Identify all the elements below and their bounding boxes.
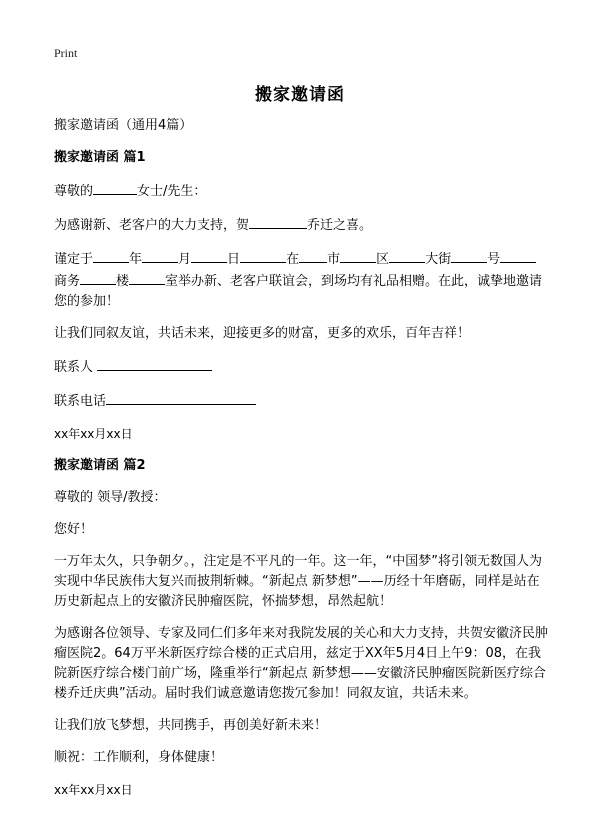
event-text-9: 号 bbox=[487, 252, 501, 267]
blank bbox=[340, 248, 376, 263]
blank bbox=[129, 270, 165, 285]
event-text-5: 在 bbox=[286, 252, 300, 267]
thanks-suffix: 乔迁之喜。 bbox=[307, 218, 373, 233]
greeting-prefix: 尊敬的 bbox=[54, 184, 94, 199]
contact-label: 联系人 bbox=[54, 360, 94, 375]
event-text-2: 年 bbox=[129, 252, 143, 267]
event-text-11: 楼 bbox=[116, 274, 130, 289]
event-text-12: 室举办新、老客户联谊会，到场均有礼品相赠。在此，诚挚地邀请您的参加！ bbox=[54, 274, 543, 309]
section-heading-1: 搬家邀请函 篇1 bbox=[54, 150, 146, 165]
print-label: Print bbox=[54, 46, 78, 60]
greeting-line-2: 尊敬的 领导/教授： bbox=[54, 490, 167, 505]
event-details bbox=[54, 248, 548, 312]
event-text-4: 日 bbox=[227, 252, 241, 267]
document-body bbox=[54, 116, 548, 812]
date-line-1: xx年xx月xx日 bbox=[54, 427, 133, 441]
event-text-3: 月 bbox=[178, 252, 192, 267]
hello-line: 您好！ bbox=[54, 522, 94, 537]
phone-line bbox=[54, 390, 548, 412]
friendship-line: 让我们同叙友谊，共话未来，迎接更多的财富，更多的欢乐，百年吉祥！ bbox=[54, 326, 471, 341]
blank bbox=[240, 248, 286, 263]
company-blank bbox=[249, 214, 307, 229]
phone-blank bbox=[106, 390, 256, 405]
intro-line: 搬家邀请函（通用4篇） bbox=[54, 118, 193, 133]
event-text-10: 商务 bbox=[54, 274, 81, 289]
greeting-suffix: 女士/先生： bbox=[137, 184, 207, 199]
event-text-8: 大街 bbox=[425, 252, 452, 267]
blank bbox=[142, 248, 178, 263]
contact-blank bbox=[97, 356, 212, 371]
blank bbox=[500, 248, 536, 263]
paragraph-1: 一万年太久，只争朝夕。，注定是不平凡的一年。这一年，“中国梦”将引领无数国人为实现中华民族伟大复兴而披荆斩棘。“新起点 新梦想”——历经十年磨砺，同样是站在历史新起点上的安徽济民肿瘤医院，怀揣梦想，昂然起航！ bbox=[54, 554, 542, 609]
wishes-line: 顺祝：工作顺利，身体健康！ bbox=[54, 750, 224, 765]
section-heading-2: 搬家邀请函 篇2 bbox=[54, 458, 146, 473]
date-line-2: xx年xx月xx日 bbox=[54, 783, 133, 797]
event-text-7: 区 bbox=[376, 252, 390, 267]
phone-label: 联系电话 bbox=[54, 394, 107, 409]
blank bbox=[191, 248, 227, 263]
blank bbox=[299, 248, 327, 263]
contact-line bbox=[54, 356, 548, 378]
page-title: 搬家邀请函 bbox=[255, 85, 345, 105]
greeting-line-1 bbox=[54, 180, 548, 202]
event-text-6: 市 bbox=[327, 252, 341, 267]
name-blank bbox=[93, 180, 137, 195]
paragraph-3: 让我们放飞梦想，共同携手，再创美好新未来！ bbox=[54, 718, 328, 733]
paragraph-2: 为感谢各位领导、专家及同仁们多年来对我院发展的关心和大力支持，共贺安徽济民肿瘤医院2。64万平米新医疗综合楼的正式启用，兹定于XX年5月4日上午9：08，在我院新医疗综合楼门前广场，隆重举行“新起点 新梦想——安徽济民肿瘤医院新医疗综合楼乔迁庆典”活动。届时我们诚意邀请您拨冗参加！同叙友谊，共话未来。 bbox=[54, 626, 549, 701]
thanks-line bbox=[54, 214, 548, 236]
blank bbox=[389, 248, 425, 263]
thanks-prefix: 为感谢新、老客户的大力支持，贺 bbox=[54, 218, 250, 233]
blank bbox=[451, 248, 487, 263]
blank bbox=[80, 270, 116, 285]
event-text-1: 谨定于 bbox=[54, 252, 94, 267]
blank bbox=[93, 248, 129, 263]
